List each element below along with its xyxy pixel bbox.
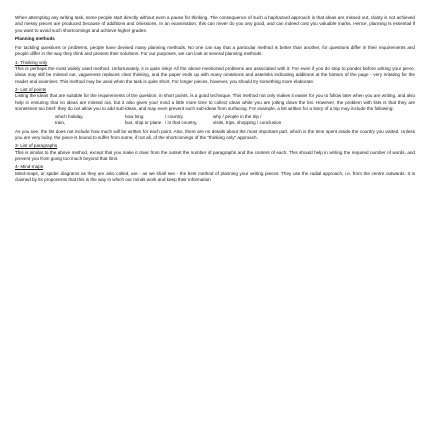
after-list-paragraph: As you see, the list does not include how much will be written for each point. Also, there are no details about the most important part, which is the time spent inside the country you visited. Unless you are very lucky, the piece is bound to suffer from some, if not all, of the shortcomings of the "thinking only" approach.	[15, 128, 415, 141]
method-body-list-of-paragraphs: This is similar to the above method, except that you make it clear from the outset the number of paragraphs and the content of each. This should help in writing the required number of words, and prevent you from going too much beyond that limit.	[15, 149, 415, 161]
example-list-cell: visits, trips, shopping / conclusion	[213, 120, 282, 126]
example-list-table	[15, 114, 415, 127]
example-list-cell: which holiday,	[55, 114, 84, 120]
intro-paragraph: When attempting any writing task, some people start directly without even a pause for thinking. The consequence of such a haphazard approach is that ideas are missed out, clarity is not achieved and messy pieces are produced because of additions and omissions. In an examination, this can never do you any good, and can indeed cost you valuable marks. Hence, planning is essential if you want to avoid such shortcomings and achieve higher grades.	[15, 15, 415, 33]
method-body-thinking-only: This is perhaps the most widely used method. Unfortunately, it is quite risky! All the above mentioned problems are associated with it. For even if you do stop to ponder before writing your piece, ideas may still be missed out, vagueness replaces clear thinking, and the paper ends up with many omissions and asterisks indicating additions at the bottom of the page - very irritating for the reader and examiner. This method may be used when the task is quite short. For longer pieces, however, you should try something more elaborate.	[15, 66, 415, 84]
example-list-cell: / in that country,	[165, 120, 198, 126]
example-list-cell: bus, ship or plane	[125, 120, 162, 126]
example-list-row	[15, 120, 415, 126]
method-title-mind-maps: 4- Mind-maps	[15, 164, 44, 170]
section-heading: Planning methods	[15, 35, 55, 41]
example-list-cell: train,	[55, 120, 66, 126]
method-title-list-of-points: 2- List of points	[15, 86, 47, 92]
method-title-list-of-paragraphs: 3- List of paragraphs	[15, 143, 58, 149]
example-list-cell: how long	[125, 114, 144, 120]
example-list-cell: / country,	[165, 114, 184, 120]
methods-intro-paragraph: For tackling questions or problems, people have devised many planning methods. No one can say that a particular method is better than another, for questions differ in their requirements and people differ in the way they think and present their solutions. For our purposes, we can look at several planning methods.	[15, 45, 415, 57]
example-list-cell: why / people in the trip /	[213, 114, 262, 120]
method-body-mind-maps: Mind-maps, or spider diagrams as they are also called, are - as we shall see - the best method of planning your writing pieces. They use the radial approach, i.e. from the centre outwards. It is claimed by its proponents that this is the way in which our minds work and keep their information	[15, 170, 415, 182]
method-title-thinking-only: 1- Thinking only	[15, 59, 48, 65]
method-body-list-of-points: Listing the ideas that are suitable for the requirements of the question, in short points, is a good technique. This method not only makes it easier for you to follow later when you are writing, and also help in ensuring that no ideas are missed out, but it also gives your mind a little more time to collect ideas while you are jotting down the list. However, the problem with lists is that they are sometimes too brief: they do not allow you to add sub-ideas, and may even prevent such sub-ideas from surfacing. For example, a list written for a story of a trip may include the following:	[15, 93, 415, 111]
